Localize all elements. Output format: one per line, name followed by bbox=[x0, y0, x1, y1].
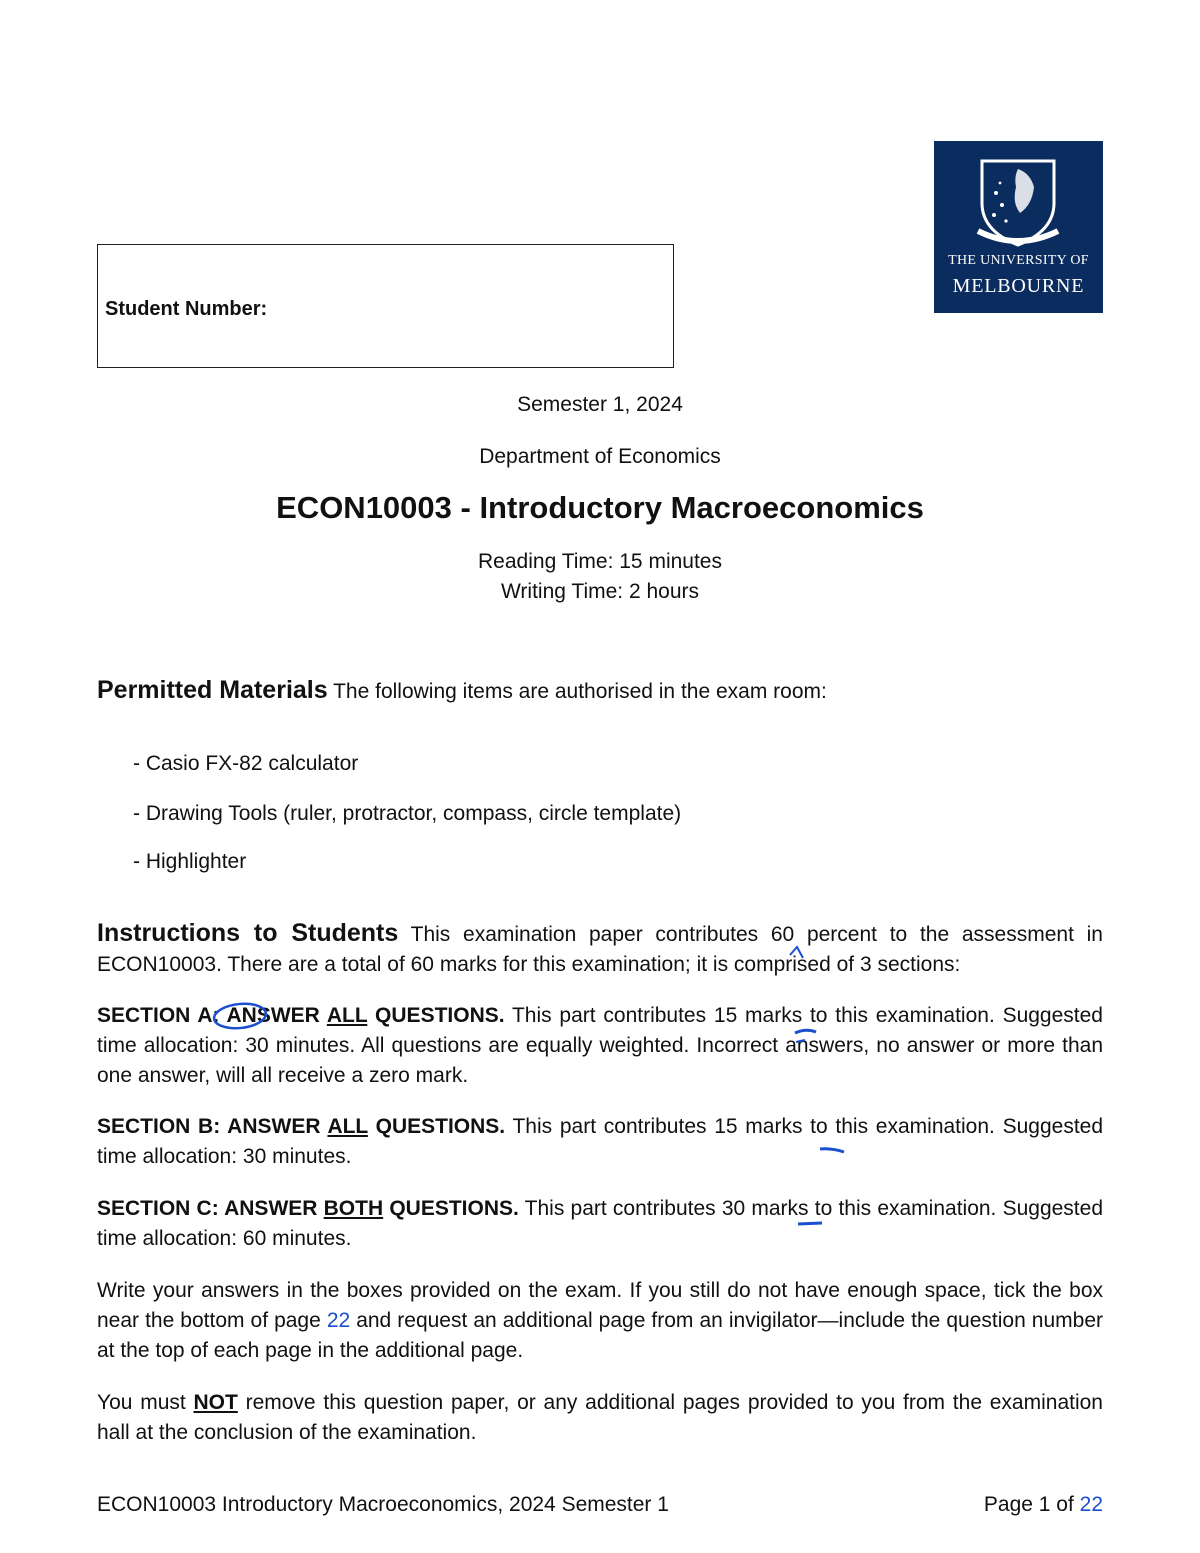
department-text: Department of Economics bbox=[479, 445, 721, 468]
section-b-paragraph bbox=[97, 1112, 1103, 1172]
must-not-post: remove this question paper, or any additional pages provided to you from the examination hall at the conclusion of the examination. bbox=[97, 1391, 1103, 1444]
writing-time: Writing Time: 2 hours bbox=[500, 580, 699, 603]
university-logo bbox=[934, 141, 1103, 313]
section-b-lead: SECTION B: ANSWER bbox=[97, 1115, 328, 1138]
section-a-lead: SECTION A: ANSWER bbox=[97, 1004, 327, 1027]
logo-line-2: MELBOURNE bbox=[952, 275, 1085, 297]
list-item: - Drawing Tools (ruler, protractor, compass, circle template) bbox=[133, 802, 682, 825]
section-a-tail: QUESTIONS. bbox=[367, 1004, 505, 1027]
instructions-text: This examination paper contributes 60 percent to the assessment in ECON10003. There are a total of 60 marks for this examination; it is comprised of 3 sections: bbox=[97, 923, 1103, 976]
section-c-emph: BOTH bbox=[323, 1197, 384, 1220]
list-item: - Highlighter bbox=[133, 850, 247, 873]
section-b-emph: ALL bbox=[327, 1115, 368, 1138]
footer-page-number bbox=[984, 1493, 1103, 1517]
must-not-pre: You must bbox=[97, 1391, 194, 1414]
write-answers-post: and request an additional page from an invigilator—include the question number at the top of each page in the additional page. bbox=[97, 1309, 1103, 1362]
section-a-text: This part contributes 15 marks to this examination. Suggested time allocation: 30 minutes. All questions are equally weighted. Incorrect answers, no answer or more than one answer, will all receive a zero mark. bbox=[97, 1004, 1103, 1087]
logo-line-1: THE UNIVERSITY OF bbox=[948, 253, 1089, 268]
permitted-heading: Permitted Materials bbox=[97, 676, 328, 704]
student-number-box[interactable] bbox=[97, 244, 674, 368]
section-c-text: This part contributes 30 marks to this examination. Suggested time allocation: 60 minutes. bbox=[97, 1197, 1103, 1250]
list-item: - Casio FX-82 calculator bbox=[133, 752, 359, 775]
student-number-label: Student Number: bbox=[105, 298, 268, 320]
section-c-lead: SECTION C: ANSWER bbox=[97, 1197, 324, 1220]
footer-page-label: Page 1 of bbox=[983, 1493, 1080, 1516]
page-22-link[interactable]: 22 bbox=[326, 1309, 351, 1332]
footer-total-pages-link[interactable]: 22 bbox=[1079, 1493, 1103, 1516]
section-b-tail: QUESTIONS. bbox=[367, 1115, 506, 1138]
section-c-paragraph bbox=[97, 1194, 1103, 1254]
section-b-text: This part contributes 15 marks to this examination. Suggested time allocation: 30 minutes. bbox=[97, 1115, 1104, 1168]
crest-icon bbox=[972, 153, 1064, 249]
semester-text: Semester 1, 2024 bbox=[517, 393, 683, 416]
section-a-paragraph bbox=[97, 1001, 1103, 1091]
reading-time: Reading Time: 15 minutes bbox=[478, 550, 722, 573]
course-title: ECON10003 - Introductory Macroeconomics bbox=[276, 490, 924, 525]
must-not-emph: NOT bbox=[193, 1391, 238, 1414]
permitted-materials bbox=[97, 675, 1103, 707]
section-c-tail: QUESTIONS. bbox=[383, 1197, 519, 1220]
must-not-paragraph bbox=[97, 1388, 1103, 1448]
instructions-paragraph bbox=[97, 918, 1103, 980]
write-answers-pre: Write your answers in the boxes provided on the exam. If you still do not have enough space, tick the box near the bottom of page bbox=[97, 1279, 1103, 1332]
footer-course-text: ECON10003 Introductory Macroeconomics, 2024 Semester 1 bbox=[97, 1493, 669, 1516]
instructions-heading: Instructions to Students bbox=[97, 919, 399, 947]
permitted-intro: The following items are authorised in the exam room: bbox=[327, 680, 827, 703]
section-a-emph: ALL bbox=[326, 1004, 368, 1027]
write-answers-paragraph bbox=[97, 1276, 1103, 1366]
